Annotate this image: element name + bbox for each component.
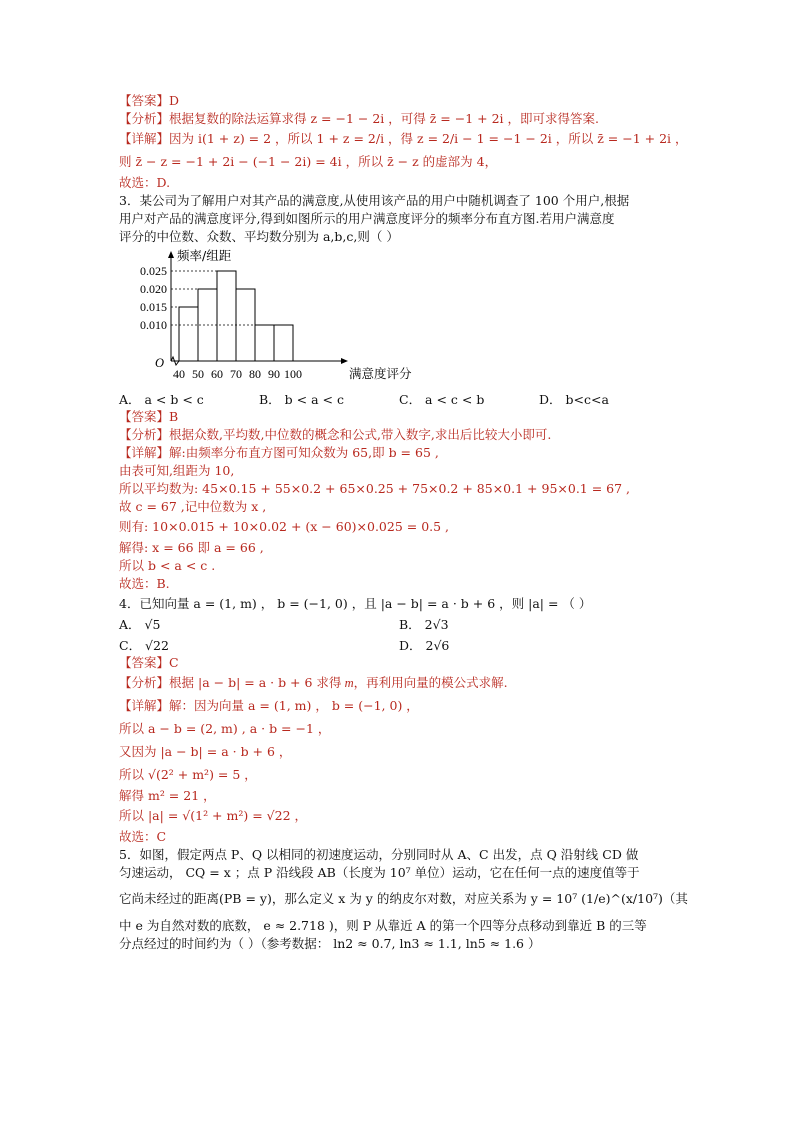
y-tick-label: 0.020	[140, 282, 167, 296]
q5-stem-5: 分点经过的时间约为（ ）（参考数据： ln2 ≈ 0.7, ln3 ≈ 1.1, ln5 ≈ 1.6 ）	[119, 936, 541, 951]
q3-detail-1: 【详解】解:由频率分布直方图可知众数为 65,即 b = 65 ,	[119, 445, 439, 460]
q3-stem-1: 3．某公司为了解用户对其产品的满意度,从使用该产品的用户中随机调查了 100 个用户,根据	[119, 193, 630, 208]
q3-detail-5: 则有: 10×0.015 + 10×0.02 + (x − 60)×0.025 = 0.5 ,	[119, 519, 450, 534]
q5-stem-4: 中 e 为自然对数的底数， e ≈ 2.718 )，则 P 从靠近 A 的第一个四等分点移动到靠近 B 的三等	[119, 918, 647, 933]
q3-stem-3: 评分的中位数、众数、平均数分别为 a,b,c,则（ ）	[119, 229, 399, 244]
q3-stem-2: 用户对产品的满意度评分,得到如图所示的用户满意度评分的频率分布直方图.若用户满意度	[119, 211, 615, 226]
q3-choose: 故选：B.	[119, 576, 170, 591]
q4-options-row-1	[119, 616, 679, 633]
q4-option-a: A． √5	[119, 617, 161, 632]
x-tick-label: 80	[249, 367, 261, 381]
q3-option-b: B． b < a < c	[259, 392, 344, 407]
q5-stem-3: 它尚未经过的距离(PB = y)，那么定义 x 为 y 的纳皮尔对数，对应关系为 y = 10⁷ (1/e)^(x/10⁷)（其	[119, 891, 688, 906]
y-tick-label: 0.015	[140, 300, 167, 314]
x-tick-label: 100	[284, 367, 302, 381]
q3-detail-6: 解得: x = 66 即 a = 66 ,	[119, 540, 264, 555]
origin-label: O	[155, 356, 165, 370]
histogram-bar	[274, 325, 293, 361]
y-tick-label: 0.010	[140, 318, 167, 332]
q3-option-a: A． a < b < c	[119, 392, 204, 407]
x-tick-label: 60	[211, 367, 223, 381]
y-tick-label: 0.025	[140, 264, 167, 278]
q4-stem: 4．已知向量 a = (1, m) ， b = (−1, 0) ，且 |a − b| = a · b + 6 ，则 |a| = （ ）	[119, 596, 592, 611]
histogram-bar	[255, 325, 274, 361]
q4-options-row-2	[119, 637, 679, 654]
q3-option-d: D． b<c<a	[539, 392, 609, 407]
q3-option-c: C． a < c < b	[399, 392, 485, 407]
q4-option-b: B． 2√3	[399, 617, 449, 632]
q4-option-d: D． 2√6	[399, 638, 450, 653]
x-tick-label: 90	[268, 367, 280, 381]
q4-detail-6: 所以 |a| = √(1² + m²) = √22 ，	[119, 808, 308, 823]
y-axis-title: 频率/组距	[177, 248, 232, 263]
q4-analysis: 【分析】根据 |a − b| = a · b + 6 求得 m，再利用向量的模公式求解.	[119, 675, 508, 690]
q3-detail-2: 由表可知,组距为 10,	[119, 463, 235, 478]
x-axis-arrow	[341, 358, 348, 364]
document-page	[119, 92, 688, 953]
q5-stem-1: 5．如图，假定两点 P、Q 以相同的初速度运动，分别同时从 A、C 出发，点 Q 沿射线 CD 做	[119, 847, 639, 862]
q3-detail-3: 所以平均数为: 45×0.15 + 55×0.2 + 65×0.25 + 75×0.2 + 85×0.1 + 95×0.1 = 67 ,	[119, 481, 631, 496]
x-tick-label: 50	[192, 367, 204, 381]
q4-option-c: C． √22	[119, 638, 169, 653]
q4-choose: 故选：C	[119, 829, 167, 844]
q2-answer: 【答案】D	[119, 93, 180, 108]
q3-detail-4: 故 c = 67 ,记中位数为 x ,	[119, 499, 267, 514]
q2-analysis: 【分析】根据复数的除法运算求得 z = −1 − 2i ，可得 z̄ = −1 + 2i ，即可求得答案.	[119, 111, 599, 126]
histogram-bar	[217, 271, 236, 361]
q3-options	[119, 391, 679, 408]
q3-analysis: 【分析】根据众数,平均数,中位数的概念和公式,带入数字,求出后比较大小即可.	[119, 427, 552, 442]
q2-detail-1: 【详解】因为 i(1 + z) = 2 ，所以 1 + z = 2/i ，得 z = 2/i − 1 = −1 − 2i ，所以 z̄ = −1 + 2i ，	[119, 131, 688, 146]
q2-choose: 故选：D.	[119, 175, 171, 190]
histogram-figure	[119, 247, 679, 391]
histogram-bar	[179, 307, 198, 361]
q4-detail-1: 【详解】解：因为向量 a = (1, m) ， b = (−1, 0) ，	[119, 698, 419, 713]
q2-detail-2: 则 z̄ − z = −1 + 2i − (−1 − 2i) = 4i ，所以 z̄ − z 的虚部为 4，	[119, 154, 498, 169]
q5-stem-2: 匀速运动， CQ = x ；点 P 沿线段 AB（长度为 10⁷ 单位）运动，它在任何一点的速度值等于	[119, 865, 640, 880]
q4-answer: 【答案】C	[119, 655, 179, 670]
q4-detail-5: 解得 m² = 21 ，	[119, 788, 216, 803]
q3-detail-7: 所以 b < a < c .	[119, 558, 216, 573]
x-tick-label: 40	[173, 367, 185, 381]
q3-answer: 【答案】B	[119, 409, 179, 424]
q4-detail-3: 又因为 |a − b| = a · b + 6 ，	[119, 744, 292, 759]
q4-detail-2: 所以 a − b = (2, m) , a · b = −1 ，	[119, 721, 331, 736]
histogram-chart	[119, 247, 419, 387]
x-axis-title: 满意度评分	[349, 366, 412, 381]
q4-detail-4: 所以 √(2² + m²) = 5 ，	[119, 767, 257, 782]
y-axis-arrow	[168, 251, 174, 258]
x-tick-label: 70	[230, 367, 242, 381]
